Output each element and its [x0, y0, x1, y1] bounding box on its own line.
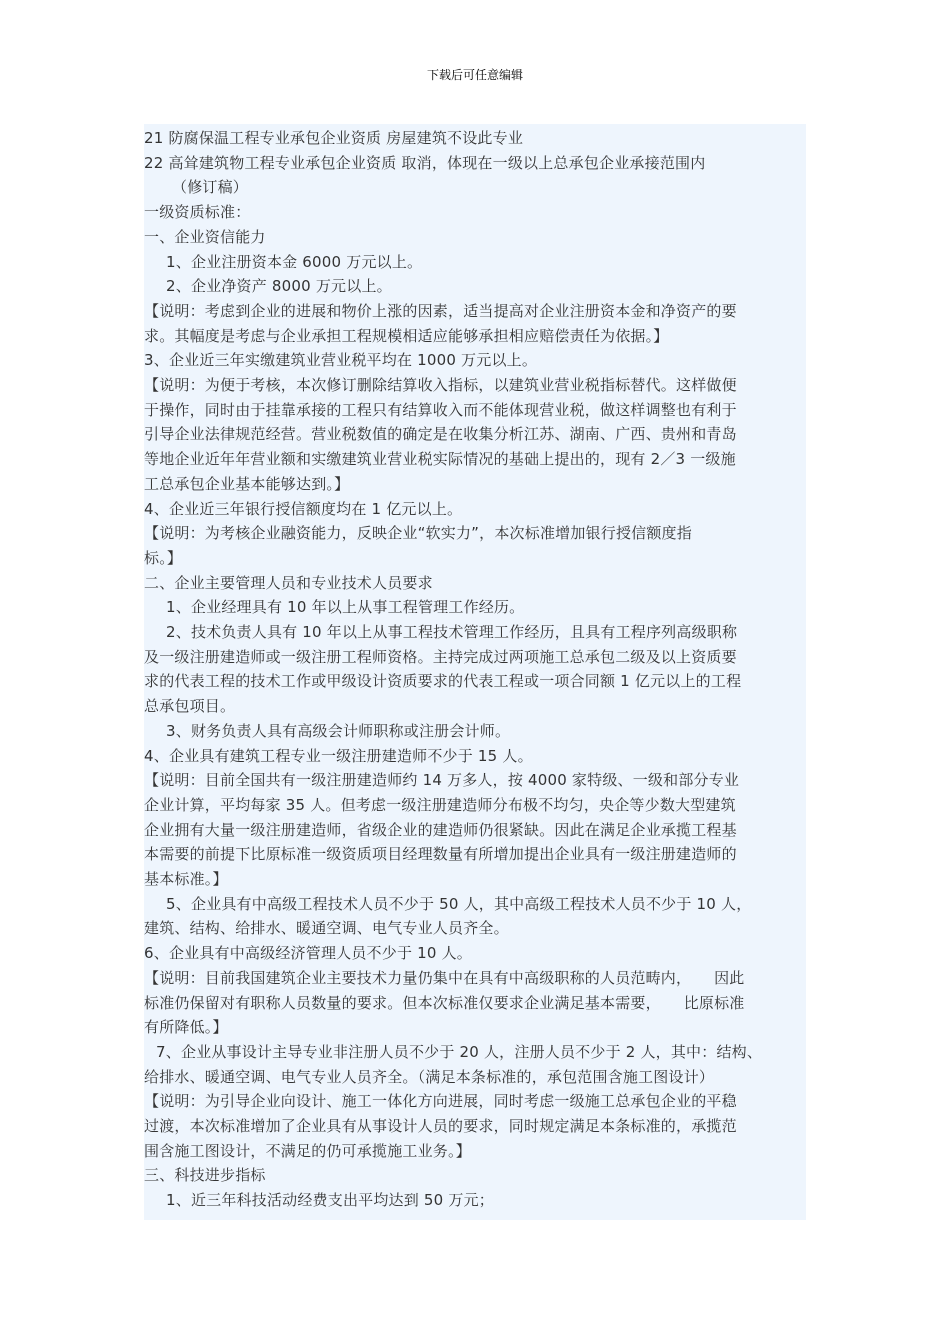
document-line: 给排水、暖通空调、电气专业人员齐全。（满足本条标准的，承包范围含施工图设计） — [144, 1067, 715, 1086]
document-line: 4、企业近三年银行授信额度均在 1 亿元以上。 — [144, 499, 463, 518]
document-line: 【说明：考虑到企业的进展和物价上涨的因素，适当提高对企业注册资本金和净资产的要 — [144, 301, 737, 320]
document-line: 于操作，同时由于挂靠承接的工程只有结算收入而不能体现营业税，做这样调整也有利于 — [144, 400, 737, 419]
document-line: 二、企业主要管理人员和专业技术人员要求 — [144, 573, 433, 592]
document-line: 【说明：为引导企业向设计、施工一体化方向进展，同时考虑一级施工总承包企业的平稳 — [144, 1092, 737, 1111]
document-line: 标准仍保留对有职称人员数量的要求。但本次标准仅要求企业满足基本需要， 比原标准 — [144, 993, 745, 1012]
document-line: 21 防腐保温工程专业承包企业资质 房屋建筑不设此专业 — [144, 129, 524, 147]
document-line: 一、企业资信能力 — [144, 227, 266, 246]
document-line: 5、企业具有中高级工程技术人员不少于 50 人，其中高级工程技术人员不少于 10 人， — [166, 894, 752, 913]
document-line: 标。】 — [144, 548, 183, 567]
document-line: 工总承包企业基本能够达到。】 — [144, 474, 350, 493]
document-line: 【说明：目前全国共有一级注册建造师约 14 万多人，按 4000 家特级、一级和部分专业 — [144, 771, 740, 790]
document-line: 求。其幅度是考虑与企业承担工程规模相适应能够承担相应赔偿责任为依据。】 — [144, 326, 669, 345]
document-line: 及一级注册建造师或一级注册工程师资格。主持完成过两项施工总承包二级及以上资质要 — [144, 647, 737, 666]
document-line: 【说明：为便于考核，本次修订删除结算收入指标，以建筑业营业税指标替代。这样做便 — [144, 376, 737, 394]
document-line: 【说明：目前我国建筑企业主要技术力量仍集中在具有中高级职称的人员范畴内， 因此 — [144, 968, 745, 987]
page-header: 下载后可任意编辑 — [426, 68, 523, 82]
document-line: 1、企业注册资本金 6000 万元以上。 — [166, 252, 423, 271]
document-line: 围含施工图设计，不满足的仍可承揽施工业务。】 — [144, 1141, 471, 1160]
document-line: （修订稿） — [172, 178, 249, 197]
document-line: 22 高耸建筑物工程专业承包企业资质 取消，体现在一级以上总承包企业承接范围内 — [144, 153, 706, 172]
document-line: 1、企业经理具有 10 年以上从事工程管理工作经历。 — [166, 598, 525, 617]
document-line: 建筑、结构、给排水、暖通空调、电气专业人员齐全。 — [144, 919, 509, 938]
document-line: 6、企业具有中高级经济管理人员不少于 10 人。 — [144, 944, 472, 963]
document-line: 7、企业从事设计主导专业非注册人员不少于 20 人，注册人员不少于 2 人，其中：结构、 — [156, 1042, 763, 1061]
document-line: 一级资质标准： — [144, 203, 251, 222]
document-line: 总承包项目。 — [144, 697, 236, 716]
document-line: 有所降低。】 — [144, 1018, 228, 1037]
document-line: 2、技术负责人具有 10 年以上从事工程技术管理工作经历，且具有工程序列高级职称 — [166, 623, 738, 641]
document-line: 等地企业近年年营业额和实缴建筑业营业税实际情况的基础上提出的，现有 2／3 一级施 — [144, 450, 736, 469]
document-line: 3、企业近三年实缴建筑业营业税平均在 1000 万元以上。 — [144, 351, 538, 370]
document-line: 3、财务负责人具有高级会计师职称或注册会计师。 — [166, 721, 511, 740]
document-line: 企业拥有大量一级注册建造师，省级企业的建造师仍很紧缺。因此在满足企业承揽工程基 — [144, 820, 737, 839]
document-line: 引导企业法律规范经营。营业税数值的确定是在收集分析江苏、湖南、广西、贵州和青岛 — [144, 425, 737, 444]
document-line: 过渡，本次标准增加了企业具有从事设计人员的要求，同时规定满足本条标准的，承揽范 — [144, 1117, 737, 1135]
document-line: 【说明：为考核企业融资能力，反映企业“软实力”，本次标准增加银行授信额度指 — [144, 524, 692, 543]
document-line: 三、科技进步指标 — [144, 1166, 266, 1185]
document-line: 企业计算，平均每家 35 人。但考虑一级注册建造师分布极不均匀，央企等少数大型建筑 — [144, 795, 736, 814]
document-line: 2、企业净资产 8000 万元以上。 — [166, 277, 392, 296]
document-line: 4、企业具有建筑工程专业一级注册建造师不少于 15 人。 — [144, 746, 533, 765]
document-body — [144, 124, 806, 1220]
document-line: 本需要的前提下比原标准一级资质项目经理数量有所增加提出企业具有一级注册建造师的 — [144, 845, 737, 864]
document-line: 1、近三年科技活动经费支出平均达到 50 万元； — [166, 1191, 494, 1210]
document-line: 基本标准。】 — [144, 870, 228, 888]
document-line: 求的代表工程的技术工作或甲级设计资质要求的代表工程或一项合同额 1 亿元以上的工程 — [144, 672, 742, 691]
